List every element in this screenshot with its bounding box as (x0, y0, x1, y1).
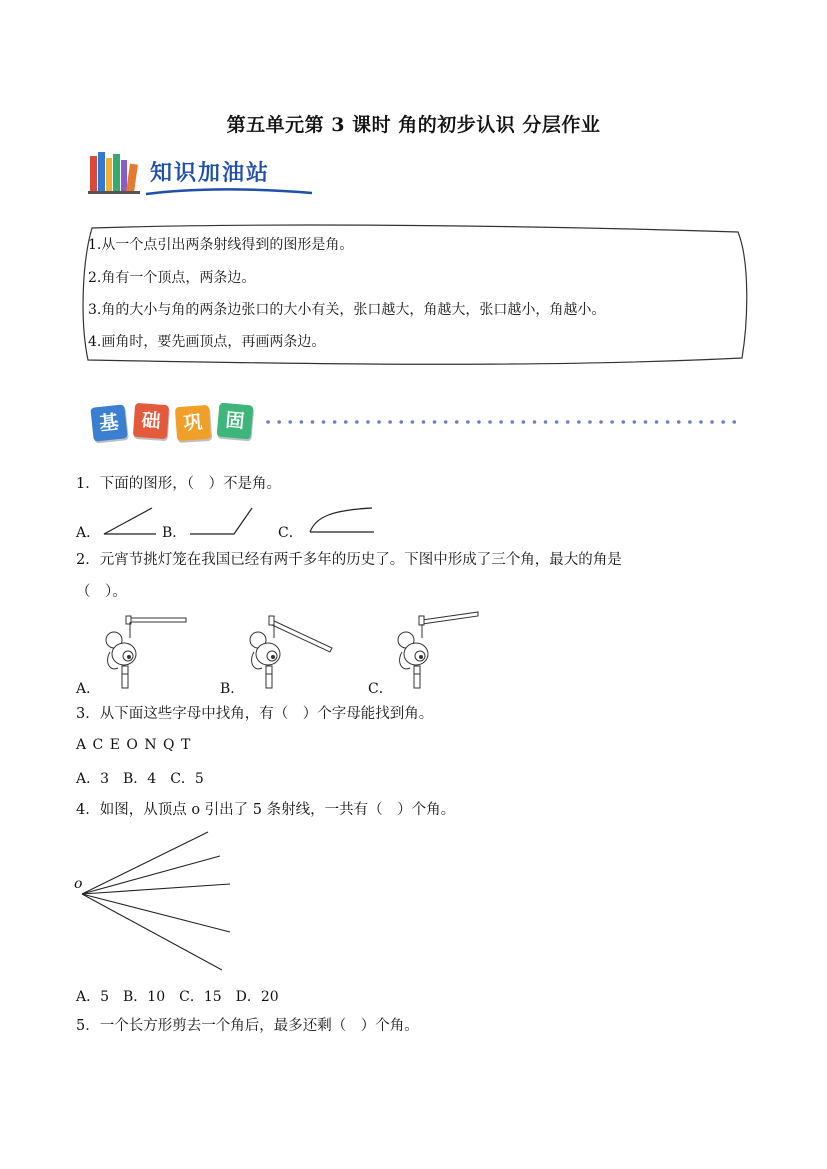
banner-tile: 巩 (175, 405, 211, 441)
q1-curved-figure (302, 504, 376, 536)
question-2-stem-line2: （ ）。 (76, 584, 127, 600)
books-icon (88, 150, 140, 194)
q1-angle-a (100, 506, 160, 536)
vertex-label-o: o (74, 876, 83, 892)
q2-option-b-label: B． (220, 681, 245, 697)
basic-banner (88, 402, 748, 446)
knowledge-point: 1.从一个点引出两条射线得到的图形是角。 (88, 237, 354, 253)
lantern-figure-a (100, 612, 192, 692)
q4-options: A．5 B．10 C．15 D．20 (76, 989, 279, 1005)
question-1-stem: 1．下面的图形，（ ）不是角。 (76, 476, 281, 492)
question-3-stem: 3．从下面这些字母中找角，有（ ）个字母能找到角。 (76, 706, 434, 722)
banner-tile: 固 (217, 403, 254, 440)
lantern-figure-c (392, 606, 484, 692)
q2-option-c-label: C． (368, 681, 393, 697)
banner-tile: 基 (90, 404, 127, 441)
rays-diagram (76, 830, 236, 976)
q1-angle-b (186, 506, 256, 536)
q1-option-a-label: A． (76, 525, 101, 541)
q2-option-a-label: A． (76, 681, 101, 697)
banner-underline (144, 186, 314, 198)
banner-tile: 础 (133, 403, 169, 439)
question-5-stem: 5．一个长方形剪去一个角后，最多还剩（ ）个角。 (76, 1018, 419, 1034)
q3-letters: A C E O N Q T (76, 737, 192, 753)
lantern-figure-b (244, 612, 336, 692)
knowledge-point: 2.角有一个顶点，两条边。 (88, 270, 256, 286)
dotted-divider (266, 418, 746, 426)
knowledge-banner (88, 150, 318, 198)
knowledge-point: 3.角的大小与角的两条边张口的大小有关，张口越大，角越大，张口越小，角越小。 (88, 302, 606, 318)
knowledge-banner-title: 知识加油站 (150, 161, 271, 186)
page-title: 第五单元第 3 课时 角的初步认识 分层作业 (226, 114, 601, 136)
question-2-stem-line1: 2．元宵节挑灯笼在我国已经有两千多年的历史了。下图中形成了三个角，最大的角是 (76, 552, 622, 568)
q1-option-b-label: B． (162, 525, 187, 541)
q3-options: A．3 B．4 C．5 (76, 771, 204, 787)
question-4-stem: 4．如图，从顶点 o 引出了 5 条射线，一共有（ ）个角。 (76, 802, 456, 818)
knowledge-point: 4.画角时，要先画顶点，再画两条边。 (88, 334, 326, 350)
q1-option-c-label: C． (278, 525, 303, 541)
